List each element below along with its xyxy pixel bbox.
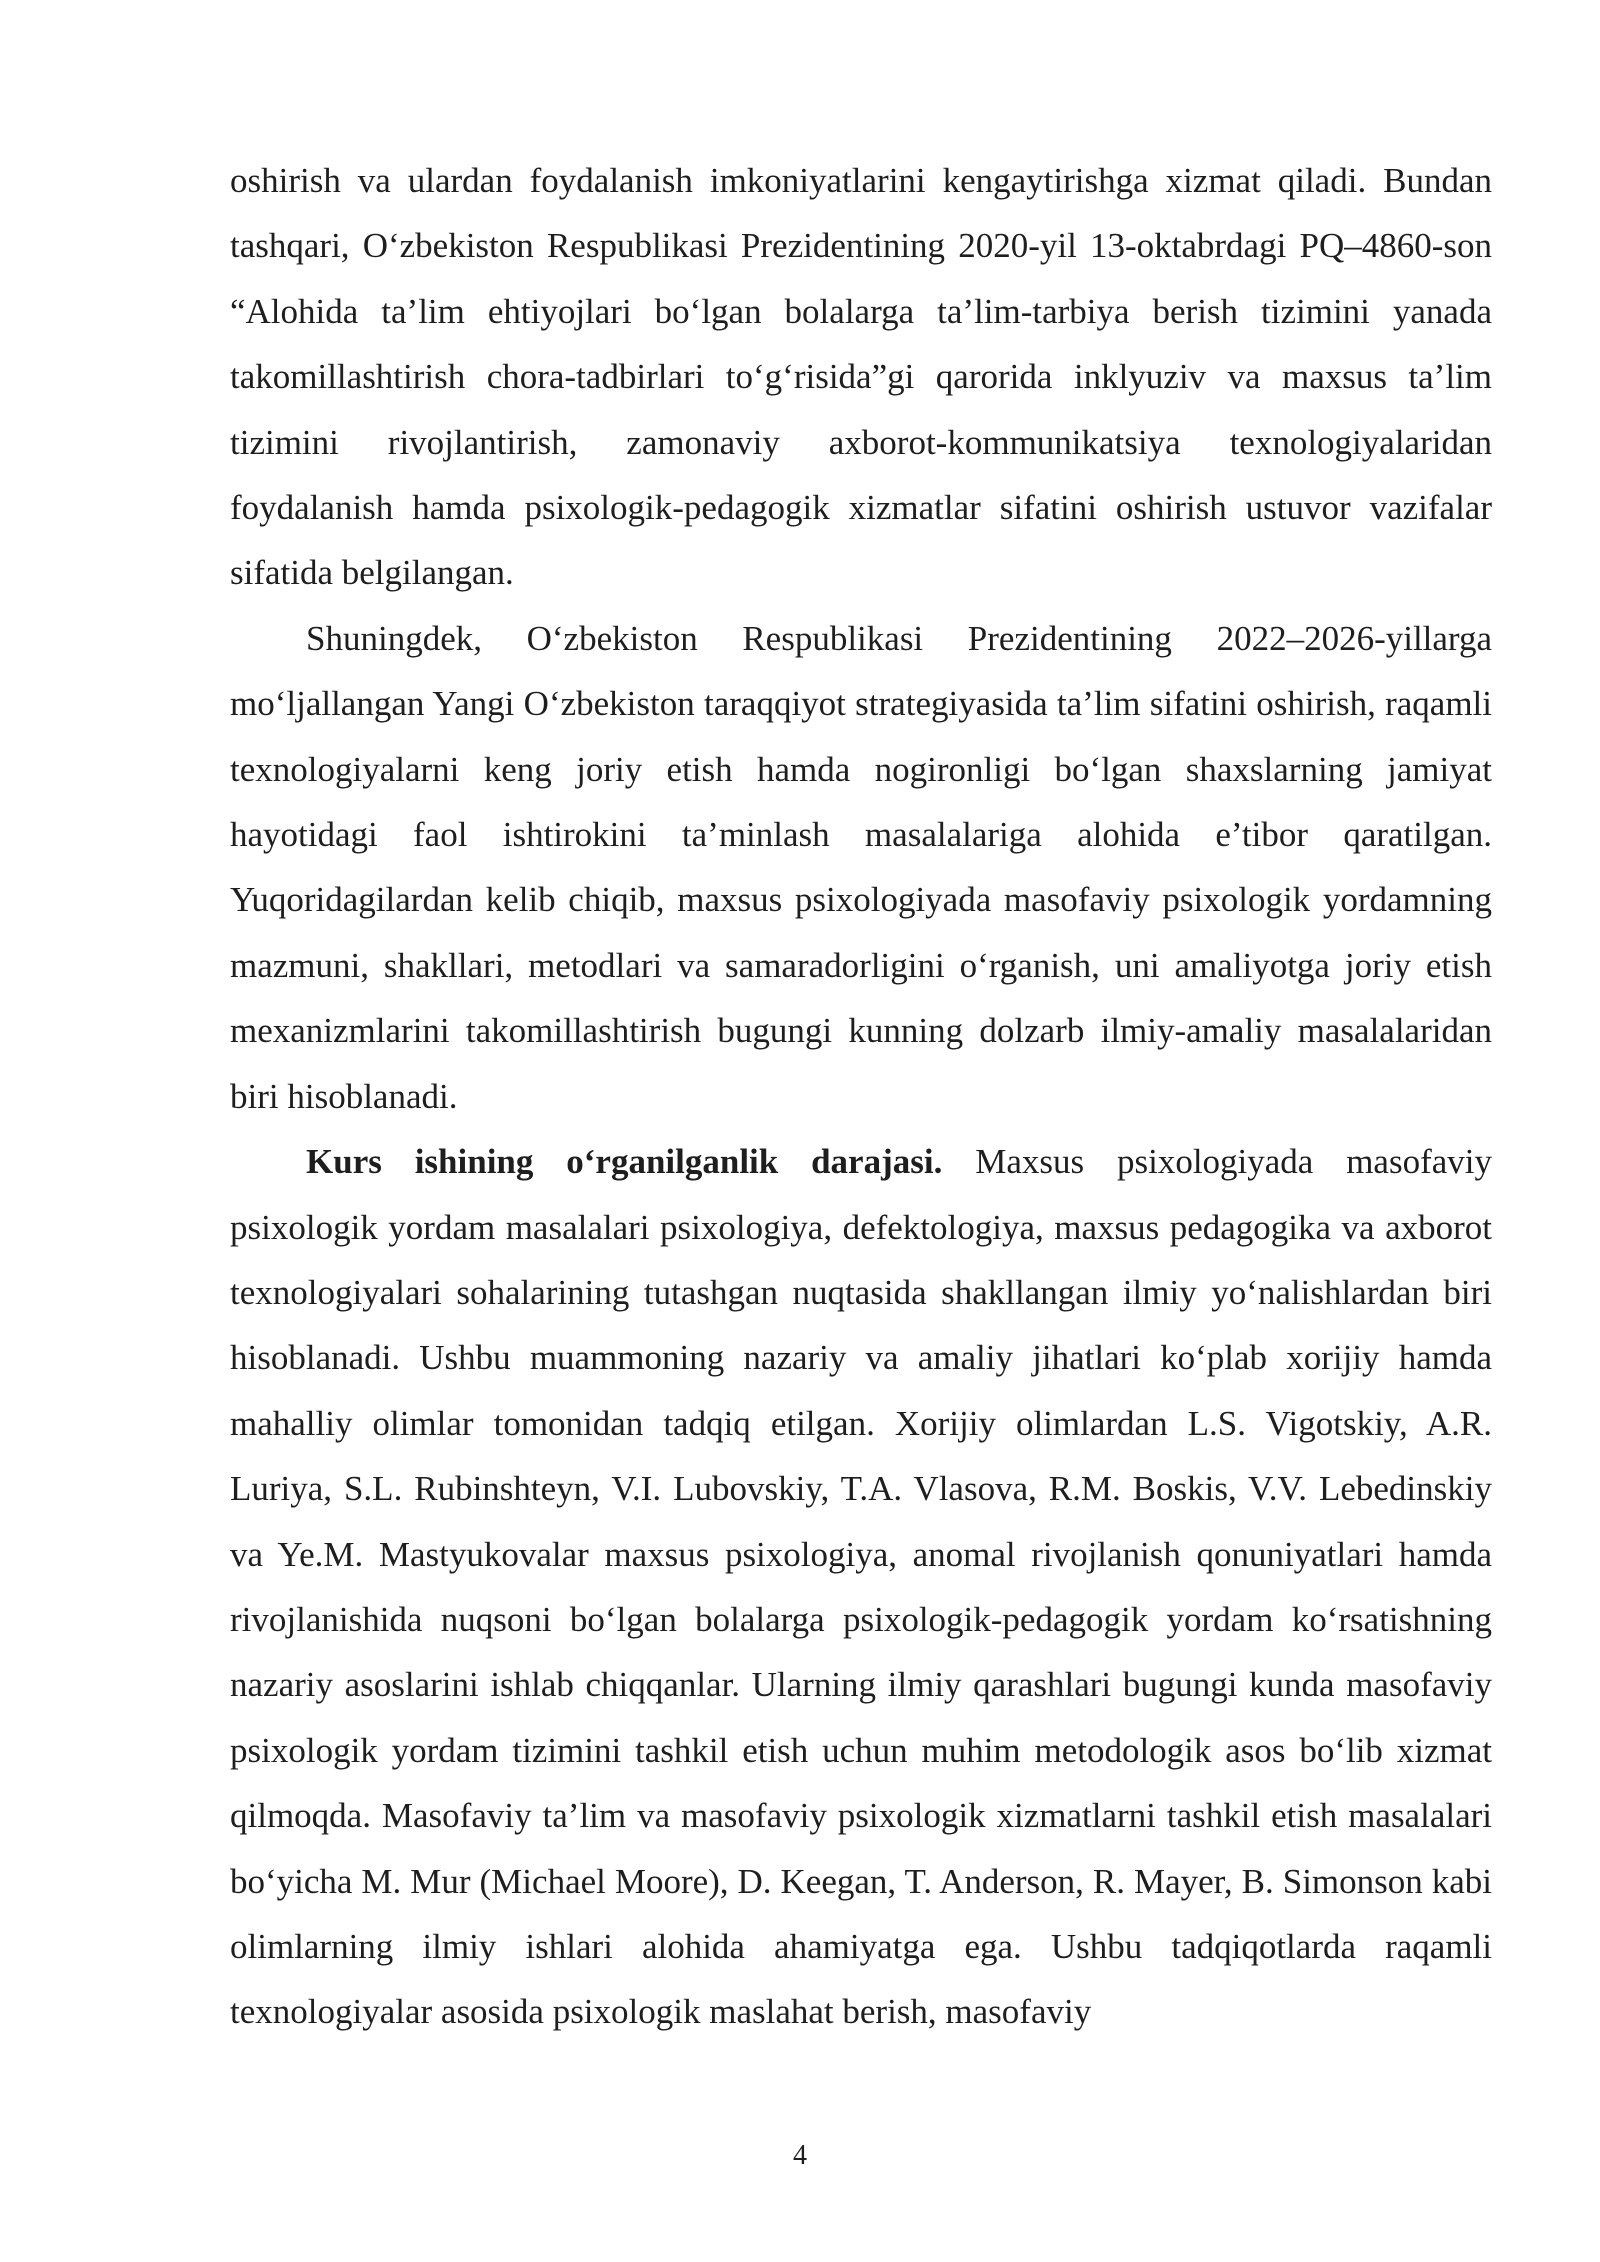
paragraph-text: oshirish va ulardan foydalanish imkoniyatlarini kengaytirishga xizmat qiladi. Bundan tashqari, O‘zbekiston Respublikasi Prezidentining 2020-yil 13-oktabrdagi PQ–4860-son “Alohida ta’lim ehtiyojlari bo‘lgan bolalarga ta’lim-tarbiya berish tizimini yanada takomillashtirish chora-tadbirlari to‘g‘risida”gi qarorida inklyuziv va maxsus ta’lim tizimini rivojlantirish, zamonaviy axborot-kommunikatsiya texnologiyalaridan foydalanish hamda psixologik-pedagogik xizmatlar sifatini oshirish ustuvor vazifalar sifatida belgilangan.	[230, 161, 1492, 593]
paragraph-lead-heading: Kurs ishining o‘rganilganlik darajasi.	[306, 1142, 943, 1182]
paragraph-study-level	[230, 1129, 1492, 2045]
paragraph-text: Shuningdek, O‘zbekiston Respublikasi Prezidentining 2022–2026-yillarga mo‘ljallangan Yangi O‘zbekiston taraqqiyot strategiyasida ta’lim sifatini oshirish, raqamli texnologiyalarni keng joriy etish hamda nogironligi bo‘lgan shaxslarning jamiyat hayotidagi faol ishtirokini ta’minlash masalalariga alohida e’tibor qaratilgan. Yuqoridagilardan kelib chiqib, maxsus psixologiyada masofaviy psixologik yordamning mazmuni, shakllari, metodlari va samaradorligini o‘rganish, uni amaliyotga joriy etish mexanizmlarini takomillashtirish bugungi kunning dolzarb ilmiy-amaliy masalalaridan biri hisoblanadi.	[230, 618, 1492, 1116]
paragraph-continuation	[230, 148, 1492, 606]
body-text	[230, 148, 1492, 2045]
paragraph-strategy	[230, 606, 1492, 1129]
page-number: 4	[793, 2140, 807, 2171]
paragraph-text: Maxsus psixologiyada masofaviy psixologik yordam masalalari psixologiya, defektologiya, maxsus pedagogika va axborot texnologiyalari sohalarining tutashgan nuqtasida shakllangan ilmiy yo‘nalishlardan biri hisoblanadi. Ushbu muammoning nazariy va amaliy jihatlari ko‘plab xorijiy hamda mahalliy olimlar tomonidan tadqiq etilgan. Xorijiy olimlardan L.S. Vigotskiy, A.R. Luriya, S.L. Rubinshteyn, V.I. Lubovskiy, T.A. Vlasova, R.M. Boskis, V.V. Lebedinskiy va Ye.M. Mastyukovalar maxsus psixologiya, anomal rivojlanish qonuniyatlari hamda rivojlanishida nuqsoni bo‘lgan bolalarga psixologik-pedagogik yordam ko‘rsatishning nazariy asoslarini ishlab chiqqanlar. Ularning ilmiy qarashlari bugungi kunda masofaviy psixologik yordam tizimini tashkil etish uchun muhim metodologik asos bo‘lib xizmat qilmoqda. Masofaviy ta’lim va masofaviy psixologik xizmatlarni tashkil etish masalalari bo‘yicha M. Mur (Michael Moore), D. Keegan, T. Anderson, R. Mayer, B. Simonson kabi olimlarning ilmiy ishlari alohida ahamiyatga ega. Ushbu tadqiqotlarda raqamli texnologiyalar asosida psixologik maslahat berish, masofaviy	[230, 1142, 1492, 2032]
